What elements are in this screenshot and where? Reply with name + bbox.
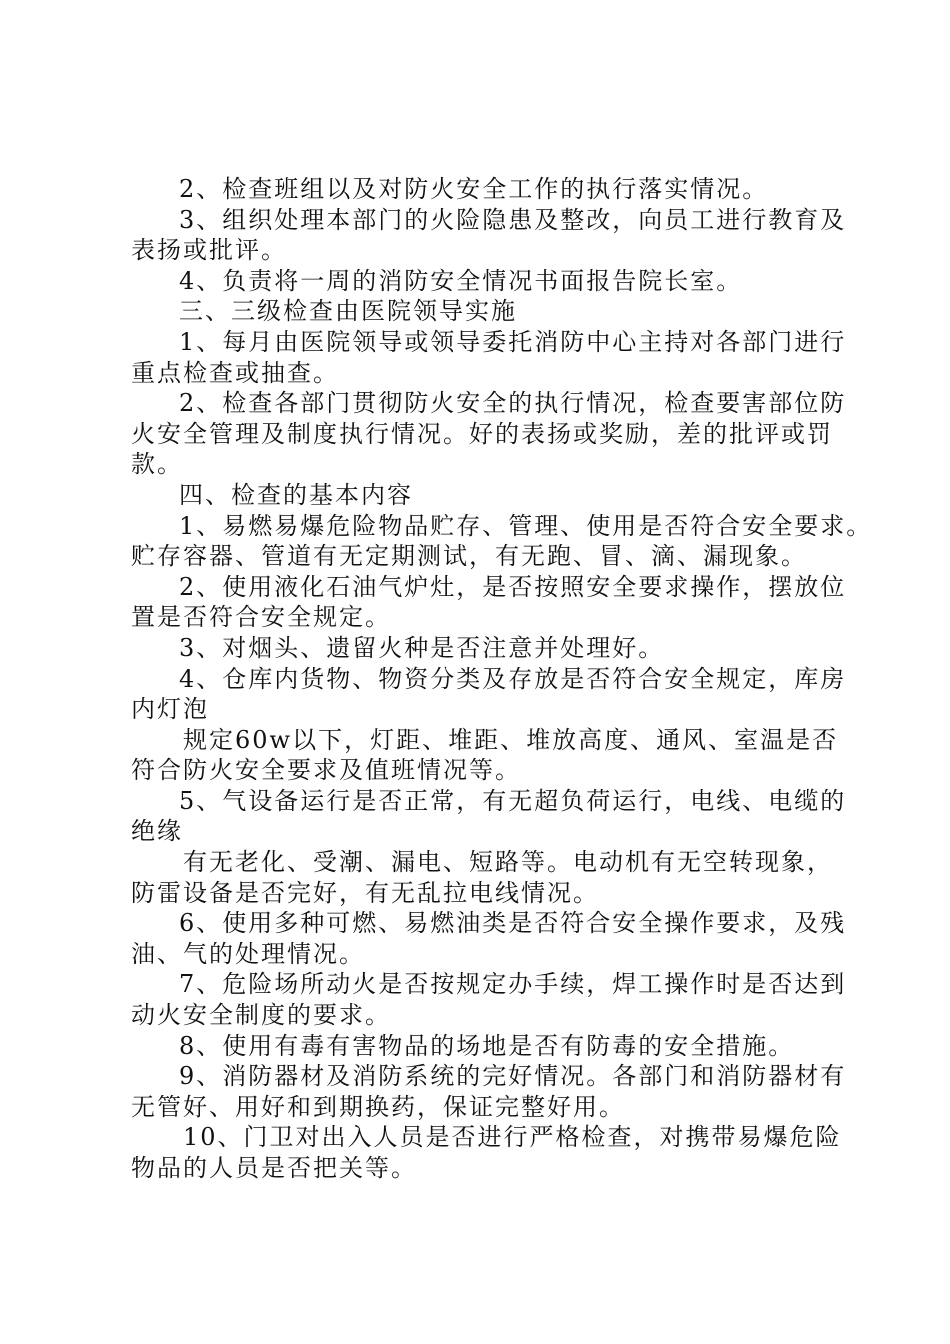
paragraph-line: 贮存容器、管道有无定期测试，有无跑、冒、滴、漏现象。 — [131, 542, 807, 571]
paragraph-line: 符合防火安全要求及值班情况等。 — [131, 756, 521, 785]
paragraph-line: 绝缘 — [131, 817, 183, 846]
paragraph-line: 8、使用有毒有害物品的场地是否有防毒的安全措施。 — [179, 1031, 795, 1060]
paragraph-line: 有无老化、受潮、漏电、短路等。电动机有无空转现象， — [183, 848, 833, 877]
paragraph-line: 规定60w以下，灯距、堆距、堆放高度、通风、室温是否 — [183, 725, 839, 754]
paragraph-line: 10、门卫对出入人员是否进行严格检查，对携带易爆危险 — [183, 1123, 842, 1152]
paragraph-line: 4、负责将一周的消防安全情况书面报告院长室。 — [179, 266, 743, 295]
paragraph-line: 表扬或批评。 — [131, 236, 287, 265]
paragraph-line: 7、危险场所动火是否按规定办手续，焊工操作时是否达到 — [179, 970, 847, 999]
section-heading: 三、三级检查由医院领导实施 — [179, 297, 517, 326]
paragraph-line: 2、检查班组以及对防火安全工作的执行落实情况。 — [179, 175, 769, 203]
paragraph-line: 1、易燃易爆危险物品贮存、管理、使用是否符合安全要求。 — [179, 511, 873, 540]
paragraph-line: 1、每月由医院领导或领导委托消防中心主持对各部门进行 — [179, 327, 847, 356]
paragraph-line: 2、检查各部门贯彻防火安全的执行情况，检查要害部位防 — [179, 389, 847, 418]
paragraph-line: 动火安全制度的要求。 — [131, 1001, 391, 1030]
document-body — [131, 174, 873, 1184]
paragraph-line: 3、组织处理本部门的火险隐患及整改，向员工进行教育及 — [179, 205, 847, 234]
paragraph-line: 置是否符合安全规定。 — [131, 603, 391, 632]
paragraph-line: 火安全管理及制度执行情况。好的表扬或奖励，差的批评或罚 — [131, 419, 833, 448]
paragraph-line: 4、仓库内货物、物资分类及存放是否符合安全规定，库房 — [179, 664, 847, 693]
paragraph-line: 2、使用液化石油气炉灶，是否按照安全要求操作，摆放位 — [179, 572, 847, 601]
section-heading: 四、检查的基本内容 — [179, 480, 413, 509]
paragraph-line: 无管好、用好和到期换药，保证完整好用。 — [131, 1092, 625, 1121]
paragraph-line: 款。 — [131, 450, 183, 479]
paragraph-line: 内灯泡 — [131, 695, 209, 724]
paragraph-line: 5、气设备运行是否正常，有无超负荷运行，电线、电缆的 — [179, 786, 847, 815]
paragraph-line: 重点检查或抽查。 — [131, 358, 339, 387]
paragraph-line: 6、使用多种可燃、易燃油类是否符合安全操作要求，及残 — [179, 909, 847, 938]
paragraph-line: 物品的人员是否把关等。 — [131, 1154, 417, 1182]
paragraph-line: 防雷设备是否完好，有无乱拉电线情况。 — [131, 878, 599, 907]
paragraph-line: 油、气的处理情况。 — [131, 939, 365, 968]
paragraph-line: 3、对烟头、遗留火种是否注意并处理好。 — [179, 633, 665, 662]
paragraph-line: 9、消防器材及消防系统的完好情况。各部门和消防器材有 — [179, 1062, 847, 1091]
